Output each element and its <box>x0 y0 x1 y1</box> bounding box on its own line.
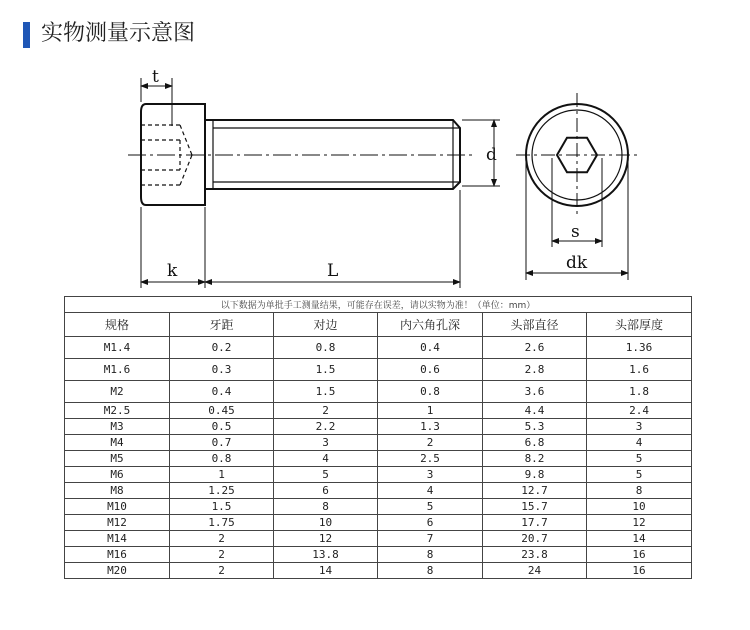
end-center-lines <box>516 93 640 218</box>
screw-measurement-diagram <box>0 0 750 295</box>
table-row <box>65 435 692 451</box>
label-s: s <box>571 222 580 242</box>
table-cell: 6 <box>274 483 378 499</box>
table-header-row <box>65 313 692 337</box>
table-row <box>65 359 692 381</box>
table-cell: 0.45 <box>170 403 274 419</box>
table-cell: M20 <box>65 563 170 579</box>
table-cell: 4 <box>378 483 483 499</box>
label-t: t <box>152 67 159 87</box>
table-cell: 2.8 <box>483 359 587 381</box>
table-cell: M16 <box>65 547 170 563</box>
table-cell: 8 <box>378 547 483 563</box>
table-cell: M14 <box>65 531 170 547</box>
table-cell: 1 <box>378 403 483 419</box>
table-cell: 14 <box>587 531 692 547</box>
table-row <box>65 515 692 531</box>
table-cell: M5 <box>65 451 170 467</box>
label-dk: dk <box>566 253 588 273</box>
table-cell: 0.5 <box>170 419 274 435</box>
table-cell: 2 <box>274 403 378 419</box>
table-cell: 0.6 <box>378 359 483 381</box>
table-cell: 2 <box>378 435 483 451</box>
table-row <box>65 419 692 435</box>
table-cell: M2.5 <box>65 403 170 419</box>
table-cell: 0.7 <box>170 435 274 451</box>
table-row <box>65 451 692 467</box>
col-header: 内六角孔深 <box>378 313 483 337</box>
table-cell: 23.8 <box>483 547 587 563</box>
table-cell: 15.7 <box>483 499 587 515</box>
table-cell: 8 <box>378 563 483 579</box>
table-cell: M1.6 <box>65 359 170 381</box>
table-row <box>65 467 692 483</box>
table-cell: 6 <box>378 515 483 531</box>
table-cell: 8.2 <box>483 451 587 467</box>
table-cell: 1.5 <box>274 381 378 403</box>
table-cell: 0.4 <box>378 337 483 359</box>
table-cell: 1.5 <box>170 499 274 515</box>
table-cell: 2 <box>170 563 274 579</box>
table-cell: 6.8 <box>483 435 587 451</box>
table-cell: 2 <box>170 531 274 547</box>
table-cell: 8 <box>587 483 692 499</box>
table-row <box>65 531 692 547</box>
table-cell: 12 <box>274 531 378 547</box>
table-cell: 7 <box>378 531 483 547</box>
col-header: 牙距 <box>170 313 274 337</box>
col-header: 规格 <box>65 313 170 337</box>
page-title: 实物测量示意图 <box>41 21 196 46</box>
label-L: L <box>327 261 339 281</box>
col-header: 头部厚度 <box>587 313 692 337</box>
table-cell: 17.7 <box>483 515 587 531</box>
table-cell: M1.4 <box>65 337 170 359</box>
table-cell: 3 <box>378 467 483 483</box>
table-cell: 2.2 <box>274 419 378 435</box>
label-d: d <box>486 145 497 165</box>
table-cell: 10 <box>587 499 692 515</box>
table-cell: 2.6 <box>483 337 587 359</box>
table-cell: 1.5 <box>274 359 378 381</box>
table-cell: M10 <box>65 499 170 515</box>
table-cell: 3 <box>274 435 378 451</box>
table-cell: 0.8 <box>170 451 274 467</box>
table-cell: 5 <box>378 499 483 515</box>
table-cell: 1.25 <box>170 483 274 499</box>
table-cell: 1.6 <box>587 359 692 381</box>
table-row <box>65 499 692 515</box>
table-cell: 16 <box>587 547 692 563</box>
table-cell: 2.5 <box>378 451 483 467</box>
table-cell: 14 <box>274 563 378 579</box>
table-cell: M3 <box>65 419 170 435</box>
table-cell: 0.2 <box>170 337 274 359</box>
table-cell: 8 <box>274 499 378 515</box>
table-cell: 0.3 <box>170 359 274 381</box>
table-cell: 1.75 <box>170 515 274 531</box>
table-cell: 12.7 <box>483 483 587 499</box>
col-header: 头部直径 <box>483 313 587 337</box>
table-cell: M6 <box>65 467 170 483</box>
table-note-row <box>65 297 692 313</box>
table-cell: 1 <box>170 467 274 483</box>
table-row <box>65 547 692 563</box>
table-cell: 5 <box>587 451 692 467</box>
table-cell: 16 <box>587 563 692 579</box>
table-row <box>65 403 692 419</box>
table-cell: 2 <box>170 547 274 563</box>
table-cell: 1.36 <box>587 337 692 359</box>
table-cell: 0.8 <box>378 381 483 403</box>
table-cell: 12 <box>587 515 692 531</box>
table-note: 以下数据为单批手工测量结果，可能存在误差，请以实物为准！（单位：mm） <box>65 297 692 313</box>
table-cell: M2 <box>65 381 170 403</box>
table-cell: 9.8 <box>483 467 587 483</box>
table-row <box>65 563 692 579</box>
table-cell: 0.4 <box>170 381 274 403</box>
table-cell: M12 <box>65 515 170 531</box>
table-cell: 1.3 <box>378 419 483 435</box>
col-header: 对边 <box>274 313 378 337</box>
label-k: k <box>167 261 178 281</box>
table-cell: 1.8 <box>587 381 692 403</box>
table-cell: 24 <box>483 563 587 579</box>
table-cell: 3 <box>587 419 692 435</box>
table-row <box>65 381 692 403</box>
table-cell: 10 <box>274 515 378 531</box>
table-cell: 3.6 <box>483 381 587 403</box>
table-cell: 13.8 <box>274 547 378 563</box>
table-cell: 2.4 <box>587 403 692 419</box>
table-cell: 4.4 <box>483 403 587 419</box>
spec-table <box>64 296 692 579</box>
table-cell: 20.7 <box>483 531 587 547</box>
table-cell: M4 <box>65 435 170 451</box>
table-cell: 5 <box>274 467 378 483</box>
table-cell: 4 <box>587 435 692 451</box>
table-cell: 4 <box>274 451 378 467</box>
table-cell: M8 <box>65 483 170 499</box>
table-row <box>65 337 692 359</box>
table-cell: 0.8 <box>274 337 378 359</box>
table-row <box>65 483 692 499</box>
table-cell: 5.3 <box>483 419 587 435</box>
table-cell: 5 <box>587 467 692 483</box>
